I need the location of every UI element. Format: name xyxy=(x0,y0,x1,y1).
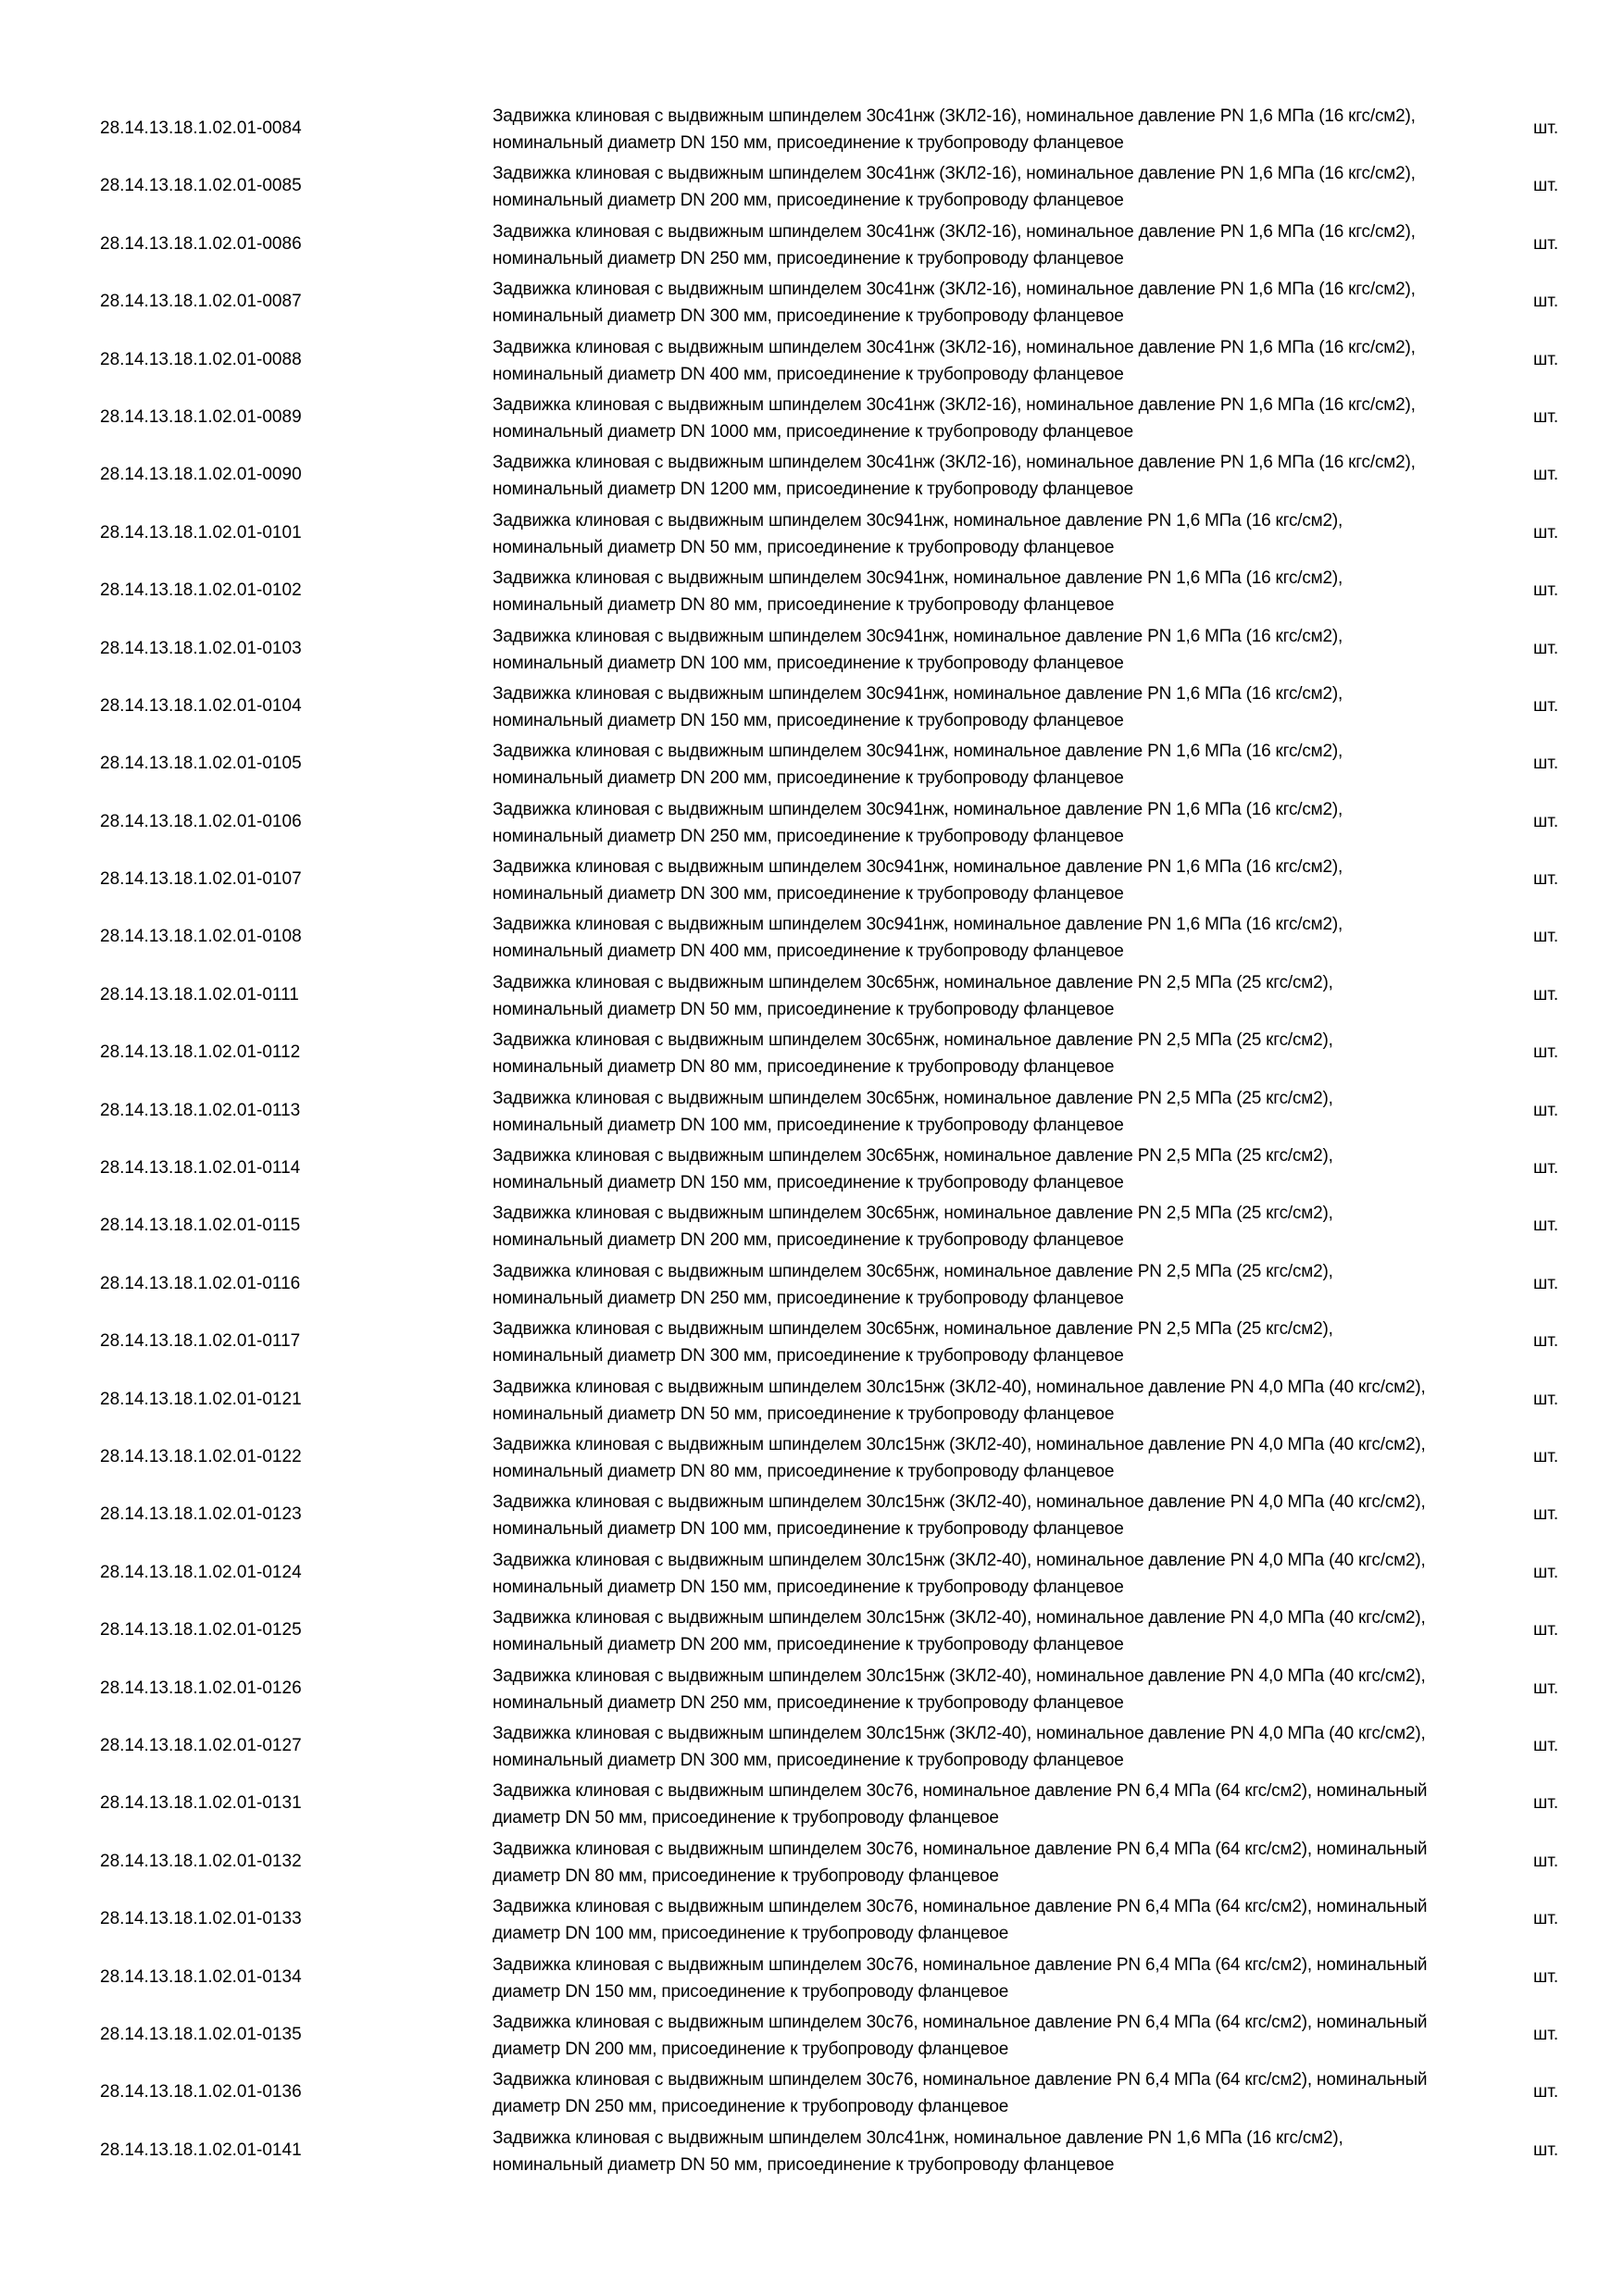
unit-of-measure: шт. xyxy=(1533,1620,1559,1641)
unit-of-measure: шт. xyxy=(1533,2140,1559,2160)
resource-description: Задвижка клиновая с выдвижным шпинделем 30с41нж (ЗКЛ2-16), номинальное давление PN 1,6 МПа (16 кгс/см2), номинальный диаметр DN 300 мм, присоединение к трубопроводу фланцевое xyxy=(493,280,1416,327)
table-row xyxy=(0,908,1624,966)
table-row xyxy=(0,331,1624,389)
table-row xyxy=(0,1429,1624,1486)
resource-description: Задвижка клиновая с выдвижным шпинделем 30лс15нж (ЗКЛ2-40), номинальное давление PN 4,0 МПа (40 кгс/см2), номинальный диаметр DN 80 мм, присоединение к трубопроводу фланцевое xyxy=(493,1434,1426,1481)
resource-code: 28.14.13.18.1.02.01-0104 xyxy=(100,695,302,716)
resource-description: Задвижка клиновая с выдвижным шпинделем 30с941нж, номинальное давление PN 1,6 МПа (16 кгс/см2), номинальный диаметр DN 400 мм, присоединение к трубопроводу фланцевое xyxy=(493,915,1343,962)
unit-of-measure: шт. xyxy=(1533,2082,1559,2103)
unit-of-measure: шт. xyxy=(1533,638,1559,658)
unit-of-measure: шт. xyxy=(1533,1100,1559,1120)
table-row xyxy=(0,273,1624,331)
resource-code: 28.14.13.18.1.02.01-0121 xyxy=(100,1389,302,1409)
table-row xyxy=(0,216,1624,273)
resource-description: Задвижка клиновая с выдвижным шпинделем 30с41нж (ЗКЛ2-16), номинальное давление PN 1,6 МПа (16 кгс/см2), номинальный диаметр DN 150 мм, присоединение к трубопроводу фланцевое xyxy=(493,106,1416,153)
unit-of-measure: шт. xyxy=(1533,349,1559,369)
resource-description: Задвижка клиновая с выдвижным шпинделем 30лс15нж (ЗКЛ2-40), номинальное давление PN 4,0 МПа (40 кгс/см2), номинальный диаметр DN 150 мм, присоединение к трубопроводу фланцевое xyxy=(493,1550,1426,1597)
resource-description: Задвижка клиновая с выдвижным шпинделем 30с65нж, номинальное давление PN 2,5 МПа (25 кгс/см2), номинальный диаметр DN 300 мм, присоединение к трубопроводу фланцевое xyxy=(493,1319,1333,1366)
table-row xyxy=(0,678,1624,735)
resource-code: 28.14.13.18.1.02.01-0086 xyxy=(100,233,302,254)
table-row xyxy=(0,2064,1624,2121)
table-row xyxy=(0,1255,1624,1313)
resource-code: 28.14.13.18.1.02.01-0133 xyxy=(100,1909,302,1929)
unit-of-measure: шт. xyxy=(1533,695,1559,716)
unit-of-measure: шт. xyxy=(1533,119,1559,138)
resource-description: Задвижка клиновая с выдвижным шпинделем 30с76, номинальное давление PN 6,4 МПа (64 кгс/см2), номинальный диаметр DN 50 мм, присоединение к трубопроводу фланцевое xyxy=(493,1781,1428,1828)
resource-description: Задвижка клиновая с выдвижным шпинделем 30с65нж, номинальное давление PN 2,5 МПа (25 кгс/см2), номинальный диаметр DN 200 мм, присоединение к трубопроводу фланцевое xyxy=(493,1204,1333,1251)
resource-code: 28.14.13.18.1.02.01-0111 xyxy=(100,984,299,1004)
table-row xyxy=(0,1717,1624,1775)
unit-of-measure: шт. xyxy=(1533,1331,1559,1352)
unit-of-measure: шт. xyxy=(1533,292,1559,312)
table-row xyxy=(0,1544,1624,1602)
table-row xyxy=(0,2122,1624,2179)
resource-code: 28.14.13.18.1.02.01-0089 xyxy=(100,406,302,427)
table-row xyxy=(0,1197,1624,1254)
unit-of-measure: шт. xyxy=(1533,176,1559,196)
resource-code: 28.14.13.18.1.02.01-0125 xyxy=(100,1620,302,1641)
unit-of-measure: шт. xyxy=(1533,233,1559,254)
unit-of-measure: шт. xyxy=(1533,984,1559,1004)
resource-description: Задвижка клиновая с выдвижным шпинделем 30с41нж (ЗКЛ2-16), номинальное давление PN 1,6 МПа (16 кгс/см2), номинальный диаметр DN 1000 мм, присоединение к трубопроводу фланцевое xyxy=(493,394,1416,442)
unit-of-measure: шт. xyxy=(1533,754,1559,774)
resource-description: Задвижка клиновая с выдвижным шпинделем 30с76, номинальное давление PN 6,4 МПа (64 кгс/см2), номинальный диаметр DN 150 мм, присоединение к трубопроводу фланцевое xyxy=(493,1954,1428,2002)
resource-code: 28.14.13.18.1.02.01-0134 xyxy=(100,1966,302,1987)
resource-description: Задвижка клиновая с выдвижным шпинделем 30с941нж, номинальное давление PN 1,6 МПа (16 кгс/см2), номинальный диаметр DN 300 мм, присоединение к трубопроводу фланцевое xyxy=(493,857,1343,905)
resource-description: Задвижка клиновая с выдвижным шпинделем 30с65нж, номинальное давление PN 2,5 МПа (25 кгс/см2), номинальный диаметр DN 80 мм, присоединение к трубопроводу фланцевое xyxy=(493,1030,1333,1078)
resource-description: Задвижка клиновая с выдвижным шпинделем 30с76, номинальное давление PN 6,4 МПа (64 кгс/см2), номинальный диаметр DN 80 мм, присоединение к трубопроводу фланцевое xyxy=(493,1839,1428,1886)
resource-description: Задвижка клиновая с выдвижным шпинделем 30с76, номинальное давление PN 6,4 МПа (64 кгс/см2), номинальный диаметр DN 250 мм, присоединение к трубопроводу фланцевое xyxy=(493,2070,1428,2117)
resource-code: 28.14.13.18.1.02.01-0135 xyxy=(100,2024,302,2044)
unit-of-measure: шт. xyxy=(1533,1389,1559,1409)
table-row xyxy=(0,1082,1624,1140)
table-row xyxy=(0,1660,1624,1717)
resource-description: Задвижка клиновая с выдвижным шпинделем 30с41нж (ЗКЛ2-16), номинальное давление PN 1,6 МПа (16 кгс/см2), номинальный диаметр DN 200 мм, присоединение к трубопроводу фланцевое xyxy=(493,164,1416,211)
unit-of-measure: шт. xyxy=(1533,1851,1559,1871)
table-row xyxy=(0,1140,1624,1197)
table-row xyxy=(0,100,1624,157)
unit-of-measure: шт. xyxy=(1533,811,1559,831)
unit-of-measure: шт. xyxy=(1533,1735,1559,1755)
unit-of-measure: шт. xyxy=(1533,927,1559,947)
table-row xyxy=(0,505,1624,562)
resource-description: Задвижка клиновая с выдвижным шпинделем 30с941нж, номинальное давление PN 1,6 МПа (16 кгс/см2), номинальный диаметр DN 100 мм, присоединение к трубопроводу фланцевое xyxy=(493,626,1343,673)
resource-description: Задвижка клиновая с выдвижным шпинделем 30с76, номинальное давление PN 6,4 МПа (64 кгс/см2), номинальный диаметр DN 100 мм, присоединение к трубопроводу фланцевое xyxy=(493,1897,1428,1944)
table-row xyxy=(0,1024,1624,1081)
resource-description: Задвижка клиновая с выдвижным шпинделем 30лс15нж (ЗКЛ2-40), номинальное давление PN 4,0 МПа (40 кгс/см2), номинальный диаметр DN 200 мм, присоединение к трубопроводу фланцевое xyxy=(493,1608,1426,1655)
unit-of-measure: шт. xyxy=(1533,869,1559,890)
table-row xyxy=(0,851,1624,908)
resource-code: 28.14.13.18.1.02.01-0108 xyxy=(100,927,302,947)
table-row xyxy=(0,967,1624,1024)
table-row xyxy=(0,620,1624,678)
resource-code: 28.14.13.18.1.02.01-0126 xyxy=(100,1678,302,1698)
unit-of-measure: шт. xyxy=(1533,522,1559,543)
resource-code: 28.14.13.18.1.02.01-0132 xyxy=(100,1851,302,1871)
resource-code: 28.14.13.18.1.02.01-0113 xyxy=(100,1100,301,1120)
unit-of-measure: шт. xyxy=(1533,1793,1559,1814)
resource-code: 28.14.13.18.1.02.01-0085 xyxy=(100,176,302,196)
resource-description: Задвижка клиновая с выдвижным шпинделем 30с65нж, номинальное давление PN 2,5 МПа (25 кгс/см2), номинальный диаметр DN 100 мм, присоединение к трубопроводу фланцевое xyxy=(493,1088,1333,1135)
table-row xyxy=(0,1602,1624,1659)
resource-code: 28.14.13.18.1.02.01-0127 xyxy=(100,1735,302,1755)
resource-code: 28.14.13.18.1.02.01-0084 xyxy=(100,119,302,138)
resource-code: 28.14.13.18.1.02.01-0117 xyxy=(100,1331,301,1352)
resource-code: 28.14.13.18.1.02.01-0106 xyxy=(100,811,302,831)
table-row xyxy=(0,735,1624,792)
unit-of-measure: шт. xyxy=(1533,406,1559,427)
unit-of-measure: шт. xyxy=(1533,1562,1559,1582)
unit-of-measure: шт. xyxy=(1533,1909,1559,1929)
unit-of-measure: шт. xyxy=(1533,1273,1559,1293)
table-row xyxy=(0,562,1624,619)
resource-description: Задвижка клиновая с выдвижным шпинделем 30лс15нж (ЗКЛ2-40), номинальное давление PN 4,0 МПа (40 кгс/см2), номинальный диаметр DN 50 мм, присоединение к трубопроводу фланцевое xyxy=(493,1377,1426,1424)
table-row xyxy=(0,1775,1624,1832)
unit-of-measure: шт. xyxy=(1533,580,1559,601)
resource-code: 28.14.13.18.1.02.01-0087 xyxy=(100,292,302,312)
resource-code: 28.14.13.18.1.02.01-0103 xyxy=(100,638,302,658)
table-row xyxy=(0,157,1624,215)
resource-description: Задвижка клиновая с выдвижным шпинделем 30с76, номинальное давление PN 6,4 МПа (64 кгс/см2), номинальный диаметр DN 200 мм, присоединение к трубопроводу фланцевое xyxy=(493,2012,1428,2059)
resource-code: 28.14.13.18.1.02.01-0124 xyxy=(100,1562,302,1582)
table-row xyxy=(0,1890,1624,1948)
resource-code: 28.14.13.18.1.02.01-0115 xyxy=(100,1216,301,1236)
unit-of-measure: шт. xyxy=(1533,465,1559,485)
resource-description: Задвижка клиновая с выдвижным шпинделем 30лс15нж (ЗКЛ2-40), номинальное давление PN 4,0 МПа (40 кгс/см2), номинальный диаметр DN 250 мм, присоединение к трубопроводу фланцевое xyxy=(493,1666,1426,1713)
table-row xyxy=(0,2006,1624,2064)
resource-code: 28.14.13.18.1.02.01-0114 xyxy=(100,1158,301,1179)
table-row xyxy=(0,389,1624,446)
table-row xyxy=(0,1833,1624,1890)
table-row xyxy=(0,1371,1624,1429)
resource-description: Задвижка клиновая с выдвижным шпинделем 30с41нж (ЗКЛ2-16), номинальное давление PN 1,6 МПа (16 кгс/см2), номинальный диаметр DN 400 мм, присоединение к трубопроводу фланцевое xyxy=(493,337,1416,384)
resource-code: 28.14.13.18.1.02.01-0102 xyxy=(100,580,302,601)
unit-of-measure: шт. xyxy=(1533,1216,1559,1236)
resource-code: 28.14.13.18.1.02.01-0101 xyxy=(100,522,302,543)
resource-code: 28.14.13.18.1.02.01-0116 xyxy=(100,1273,301,1293)
resource-code: 28.14.13.18.1.02.01-0131 xyxy=(100,1793,302,1814)
unit-of-measure: шт. xyxy=(1533,1158,1559,1179)
resource-description: Задвижка клиновая с выдвижным шпинделем 30с941нж, номинальное давление PN 1,6 МПа (16 кгс/см2), номинальный диаметр DN 80 мм, присоединение к трубопроводу фланцевое xyxy=(493,568,1343,616)
resource-code: 28.14.13.18.1.02.01-0122 xyxy=(100,1446,302,1466)
resource-description: Задвижка клиновая с выдвижным шпинделем 30лс41нж, номинальное давление PN 1,6 МПа (16 кгс/см2), номинальный диаметр DN 50 мм, присоединение к трубопроводу фланцевое xyxy=(493,2128,1343,2175)
unit-of-measure: шт. xyxy=(1533,2024,1559,2044)
unit-of-measure: шт. xyxy=(1533,1678,1559,1698)
resource-code: 28.14.13.18.1.02.01-0105 xyxy=(100,754,302,774)
catalog-table xyxy=(0,100,1624,2179)
table-row xyxy=(0,793,1624,851)
resource-code: 28.14.13.18.1.02.01-0141 xyxy=(100,2140,302,2160)
resource-description: Задвижка клиновая с выдвижным шпинделем 30лс15нж (ЗКЛ2-40), номинальное давление PN 4,0 МПа (40 кгс/см2), номинальный диаметр DN 100 мм, присоединение к трубопроводу фланцевое xyxy=(493,1492,1426,1540)
resource-code: 28.14.13.18.1.02.01-0136 xyxy=(100,2082,302,2103)
unit-of-measure: шт. xyxy=(1533,1966,1559,1987)
resource-description: Задвижка клиновая с выдвижным шпинделем 30с65нж, номинальное давление PN 2,5 МПа (25 кгс/см2), номинальный диаметр DN 50 мм, присоединение к трубопроводу фланцевое xyxy=(493,972,1333,1019)
resource-description: Задвижка клиновая с выдвижным шпинделем 30с941нж, номинальное давление PN 1,6 МПа (16 кгс/см2), номинальный диаметр DN 150 мм, присоединение к трубопроводу фланцевое xyxy=(493,683,1343,730)
unit-of-measure: шт. xyxy=(1533,1504,1559,1525)
resource-description: Задвижка клиновая с выдвижным шпинделем 30с41нж (ЗКЛ2-16), номинальное давление PN 1,6 МПа (16 кгс/см2), номинальный диаметр DN 1200 мм, присоединение к трубопроводу фланцевое xyxy=(493,453,1416,500)
table-row xyxy=(0,1949,1624,2006)
resource-code: 28.14.13.18.1.02.01-0088 xyxy=(100,349,302,369)
resource-code: 28.14.13.18.1.02.01-0107 xyxy=(100,869,302,890)
table-row xyxy=(0,446,1624,504)
resource-description: Задвижка клиновая с выдвижным шпинделем 30с941нж, номинальное давление PN 1,6 МПа (16 кгс/см2), номинальный диаметр DN 250 мм, присоединение к трубопроводу фланцевое xyxy=(493,799,1343,846)
table-row xyxy=(0,1486,1624,1543)
resource-description: Задвижка клиновая с выдвижным шпинделем 30с941нж, номинальное давление PN 1,6 МПа (16 кгс/см2), номинальный диаметр DN 200 мм, присоединение к трубопроводу фланцевое xyxy=(493,742,1343,789)
resource-description: Задвижка клиновая с выдвижным шпинделем 30с65нж, номинальное давление PN 2,5 МПа (25 кгс/см2), номинальный диаметр DN 250 мм, присоединение к трубопроводу фланцевое xyxy=(493,1261,1333,1308)
unit-of-measure: шт. xyxy=(1533,1446,1559,1466)
resource-code: 28.14.13.18.1.02.01-0112 xyxy=(100,1042,301,1063)
resource-description: Задвижка клиновая с выдвижным шпинделем 30с941нж, номинальное давление PN 1,6 МПа (16 кгс/см2), номинальный диаметр DN 50 мм, присоединение к трубопроводу фланцевое xyxy=(493,510,1343,557)
resource-description: Задвижка клиновая с выдвижным шпинделем 30лс15нж (ЗКЛ2-40), номинальное давление PN 4,0 МПа (40 кгс/см2), номинальный диаметр DN 300 мм, присоединение к трубопроводу фланцевое xyxy=(493,1723,1426,1770)
resource-code: 28.14.13.18.1.02.01-0090 xyxy=(100,465,302,485)
resource-description: Задвижка клиновая с выдвижным шпинделем 30с41нж (ЗКЛ2-16), номинальное давление PN 1,6 МПа (16 кгс/см2), номинальный диаметр DN 250 мм, присоединение к трубопроводу фланцевое xyxy=(493,221,1416,268)
resource-description: Задвижка клиновая с выдвижным шпинделем 30с65нж, номинальное давление PN 2,5 МПа (25 кгс/см2), номинальный диаметр DN 150 мм, присоединение к трубопроводу фланцевое xyxy=(493,1146,1333,1193)
table-row xyxy=(0,1313,1624,1370)
resource-code: 28.14.13.18.1.02.01-0123 xyxy=(100,1504,302,1525)
unit-of-measure: шт. xyxy=(1533,1042,1559,1063)
